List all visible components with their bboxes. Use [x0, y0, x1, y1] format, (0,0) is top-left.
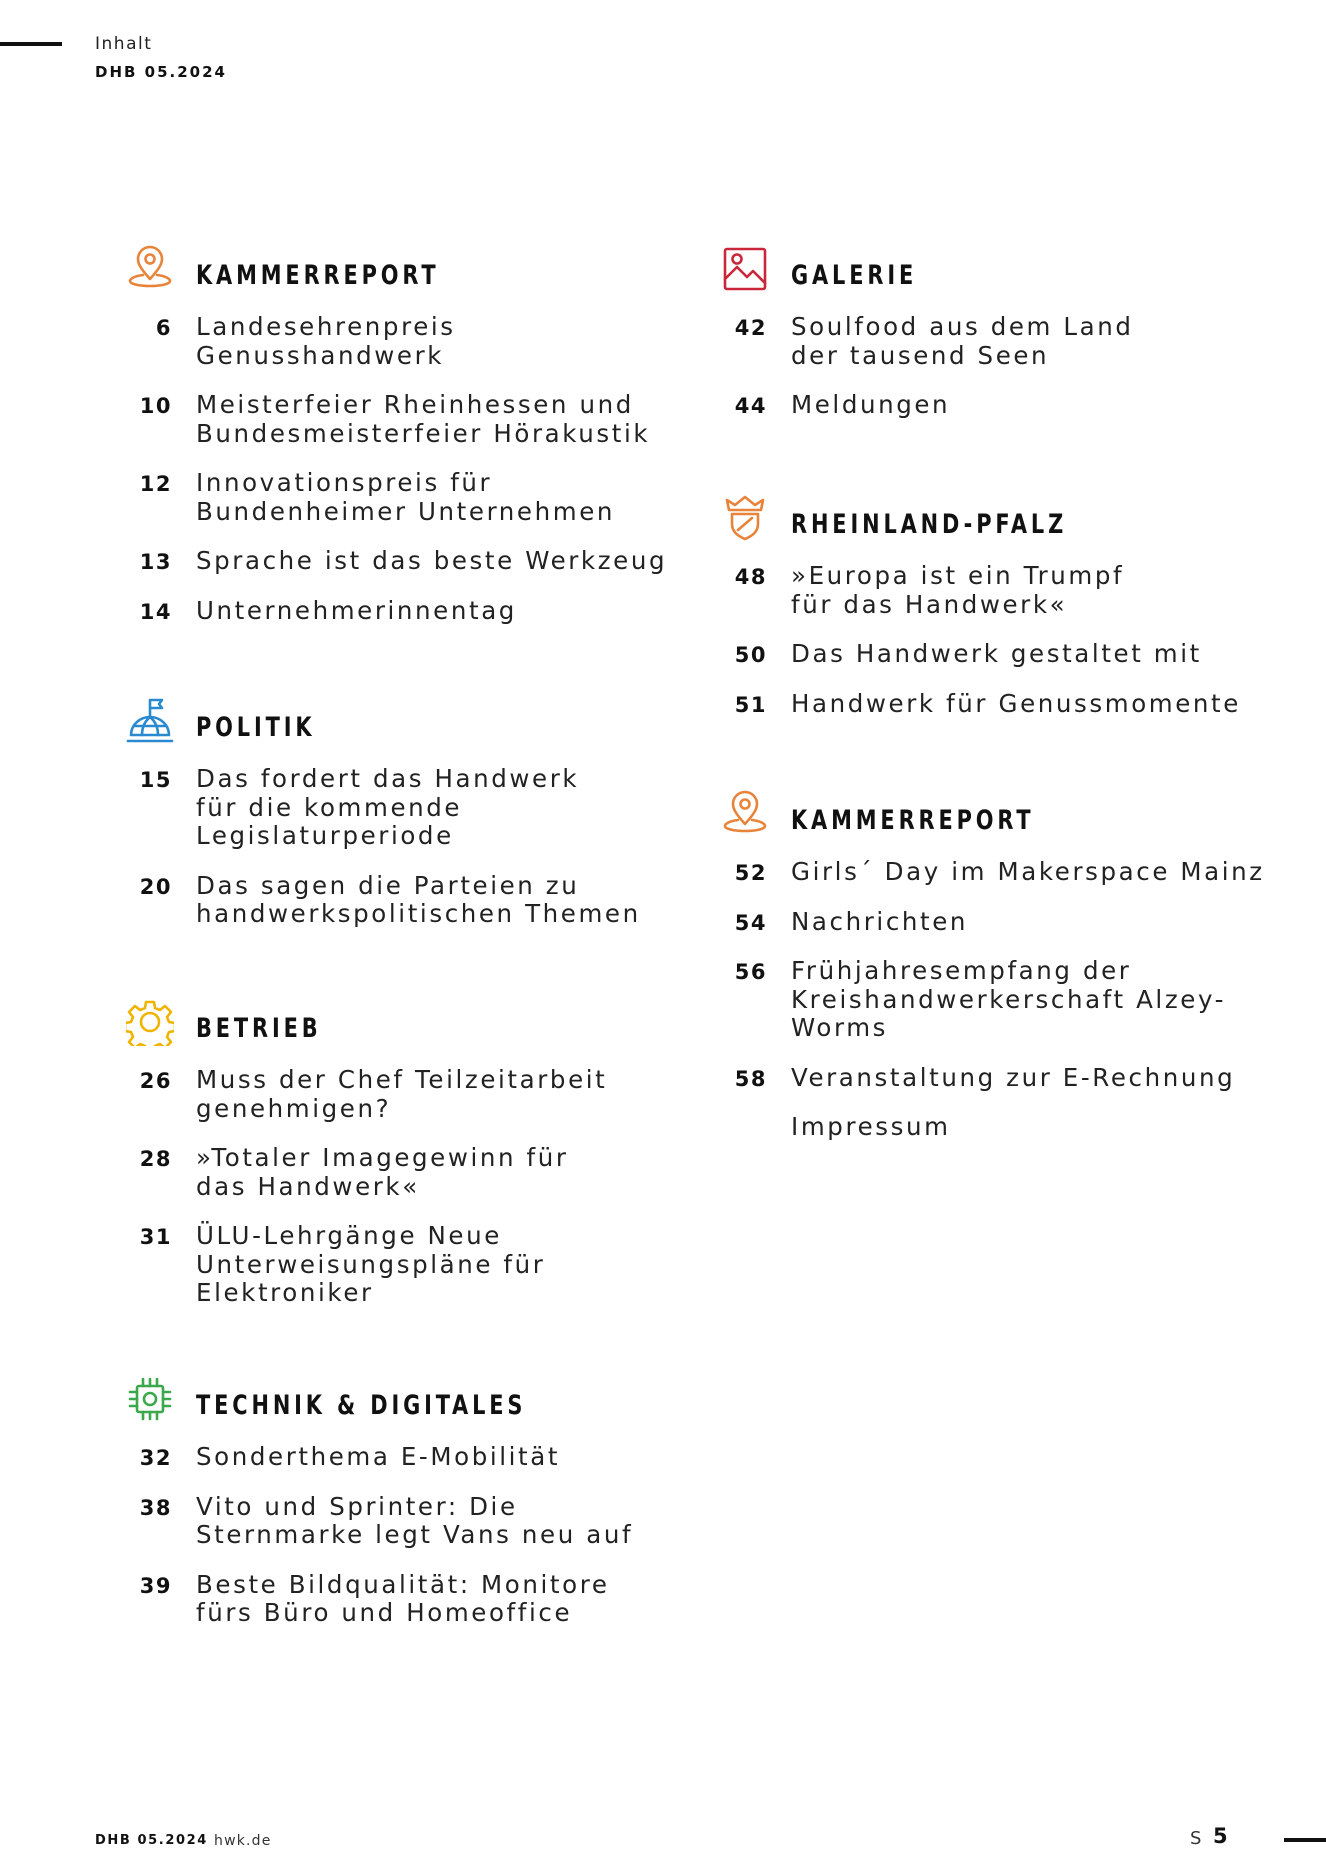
page-number: 14	[139, 599, 172, 624]
section-title: KAMMERREPORT	[791, 805, 1035, 836]
entry-title: Meldungen	[791, 390, 951, 419]
entry-title: Innovationspreis für Bundenheimer Unternehmen	[196, 468, 616, 526]
section-kammerreport	[139, 253, 668, 646]
page-number: 6	[155, 316, 172, 340]
entry-title: »Totaler Imagegewinn für das Handwerk«	[196, 1143, 569, 1201]
toc-entry[interactable]	[139, 1143, 607, 1201]
section-galerie	[734, 253, 1134, 441]
toc-entry[interactable]	[139, 870, 641, 929]
page-number: 38	[139, 1495, 172, 1520]
entry-title: Frühjahresempfang der Kreishandwerkerschaft Alzey- Worms	[791, 956, 1227, 1042]
page-number: 50	[734, 643, 767, 667]
page-number: 12	[139, 472, 172, 496]
image-icon	[721, 245, 769, 293]
page-number: 26	[139, 1069, 172, 1093]
toc-entry[interactable]	[139, 390, 667, 448]
entry-title: Soulfood aus dem Land der tausend Seen	[791, 312, 1134, 370]
page-number: 20	[139, 874, 172, 899]
footer-rule	[1284, 1838, 1326, 1842]
map-pin-icon	[721, 790, 769, 838]
page-number: 54	[734, 910, 767, 935]
entry-title: Sonderthema E-Mobilität	[196, 1442, 561, 1471]
toc-entry[interactable]	[734, 1062, 1265, 1093]
footer-site-link[interactable]: hwk.de	[214, 1833, 272, 1849]
entry-title: Beste Bildqualität: Monitore fürs Büro und Homeoffice	[196, 1569, 610, 1627]
footer-issue: DHB 05.2024	[95, 1833, 208, 1848]
toc-entry[interactable]	[734, 956, 1265, 1043]
header-rule	[0, 42, 62, 46]
entry-title: Veranstaltung zur E-Rechnung	[791, 1062, 1236, 1092]
page-number: 39	[139, 1573, 172, 1598]
section-betrieb	[139, 1006, 608, 1329]
page-number: 13	[139, 550, 172, 574]
page-number: 48	[734, 565, 767, 589]
entry-title: Landesehrenpreis Genusshandwerk	[196, 312, 456, 370]
entry-title: Vito und Sprinter: Die Sternmarke legt Vans neu auf	[196, 1491, 634, 1549]
entry-title: Das Handwerk gestaltet mit	[791, 639, 1202, 668]
section-title: RHEINLAND-PFALZ	[791, 509, 1068, 540]
page-number: 44	[734, 394, 767, 418]
entry-title: Nachrichten	[791, 906, 969, 936]
entry-title: Muss der Chef Teilzeitarbeit genehmigen?	[196, 1065, 608, 1123]
gear-icon	[126, 998, 174, 1046]
toc-entry[interactable]	[139, 1491, 634, 1550]
entry-title: ÜLU-Lehrgänge Neue Unterweisungspläne für Elektroniker	[196, 1221, 546, 1307]
crown-shield-icon	[721, 494, 769, 542]
toc-entry[interactable]	[139, 546, 668, 576]
page-number: 42	[734, 316, 767, 340]
page-number: 31	[139, 1225, 172, 1249]
toc-entry[interactable]	[139, 1065, 608, 1123]
page-number: 15	[139, 768, 172, 792]
toc-entry[interactable]	[734, 561, 1241, 619]
toc-entry[interactable]	[155, 312, 667, 370]
header-label: Inhalt	[95, 34, 153, 54]
entry-title: Girls´ Day im Makerspace Mainz	[791, 857, 1265, 886]
page-number: 56	[734, 960, 767, 984]
section-title: POLITIK	[196, 712, 316, 743]
section-politik	[139, 705, 641, 950]
footer-page-number: 5	[1213, 1824, 1228, 1848]
page-number: 52	[734, 861, 767, 885]
section-technik-digitales	[139, 1383, 634, 1649]
toc-entry[interactable]	[139, 764, 641, 851]
chip-icon	[126, 1375, 174, 1423]
entry-title: Das sagen die Parteien zu handwerkspolitischen Themen	[196, 870, 641, 928]
toc-entry[interactable]	[734, 688, 1241, 719]
toc-entry[interactable]	[791, 1113, 1265, 1142]
header-issue: DHB 05.2024	[95, 63, 227, 81]
section-title: KAMMERREPORT	[196, 260, 440, 291]
entry-title: Meisterfeier Rheinhessen und Bundesmeisterfeier Hörakustik	[196, 390, 651, 448]
entry-title: Impressum	[791, 1112, 951, 1141]
toc-entry[interactable]	[139, 1442, 633, 1472]
toc-entry[interactable]	[139, 1221, 607, 1308]
page-number: 10	[139, 394, 172, 418]
section-rheinland-pfalz	[734, 502, 1241, 739]
page-number: 28	[139, 1147, 172, 1171]
section-kammerreport-2	[734, 798, 1265, 1163]
entry-title: Sprache ist das beste Werkzeug	[196, 546, 668, 575]
entry-title: Handwerk für Genussmomente	[791, 688, 1241, 718]
toc-entry[interactable]	[139, 1569, 633, 1628]
toc-entry[interactable]	[734, 857, 1265, 887]
map-pin-icon	[126, 245, 174, 293]
toc-entry[interactable]	[734, 906, 1265, 937]
toc-entry[interactable]	[734, 312, 1134, 370]
section-title: GALERIE	[791, 260, 918, 291]
toc-entry[interactable]	[139, 595, 667, 626]
toc-entry[interactable]	[734, 390, 1134, 420]
page-number: 51	[734, 692, 767, 717]
toc-entry[interactable]	[734, 639, 1241, 669]
entry-title: Unternehmerinnentag	[196, 595, 517, 625]
section-title: TECHNIK & DIGITALES	[196, 1390, 527, 1421]
globe-flag-icon	[126, 697, 174, 745]
entry-title: Das fordert das Handwerk für die kommende Legislaturperiode	[196, 764, 580, 850]
entry-title: »Europa ist ein Trumpf für das Handwerk«	[791, 561, 1125, 619]
page-number: 32	[139, 1446, 172, 1470]
page-number: 58	[734, 1066, 767, 1091]
section-title: BETRIEB	[196, 1013, 322, 1044]
footer-page-prefix: S	[1190, 1828, 1203, 1849]
toc-entry[interactable]	[139, 468, 667, 526]
